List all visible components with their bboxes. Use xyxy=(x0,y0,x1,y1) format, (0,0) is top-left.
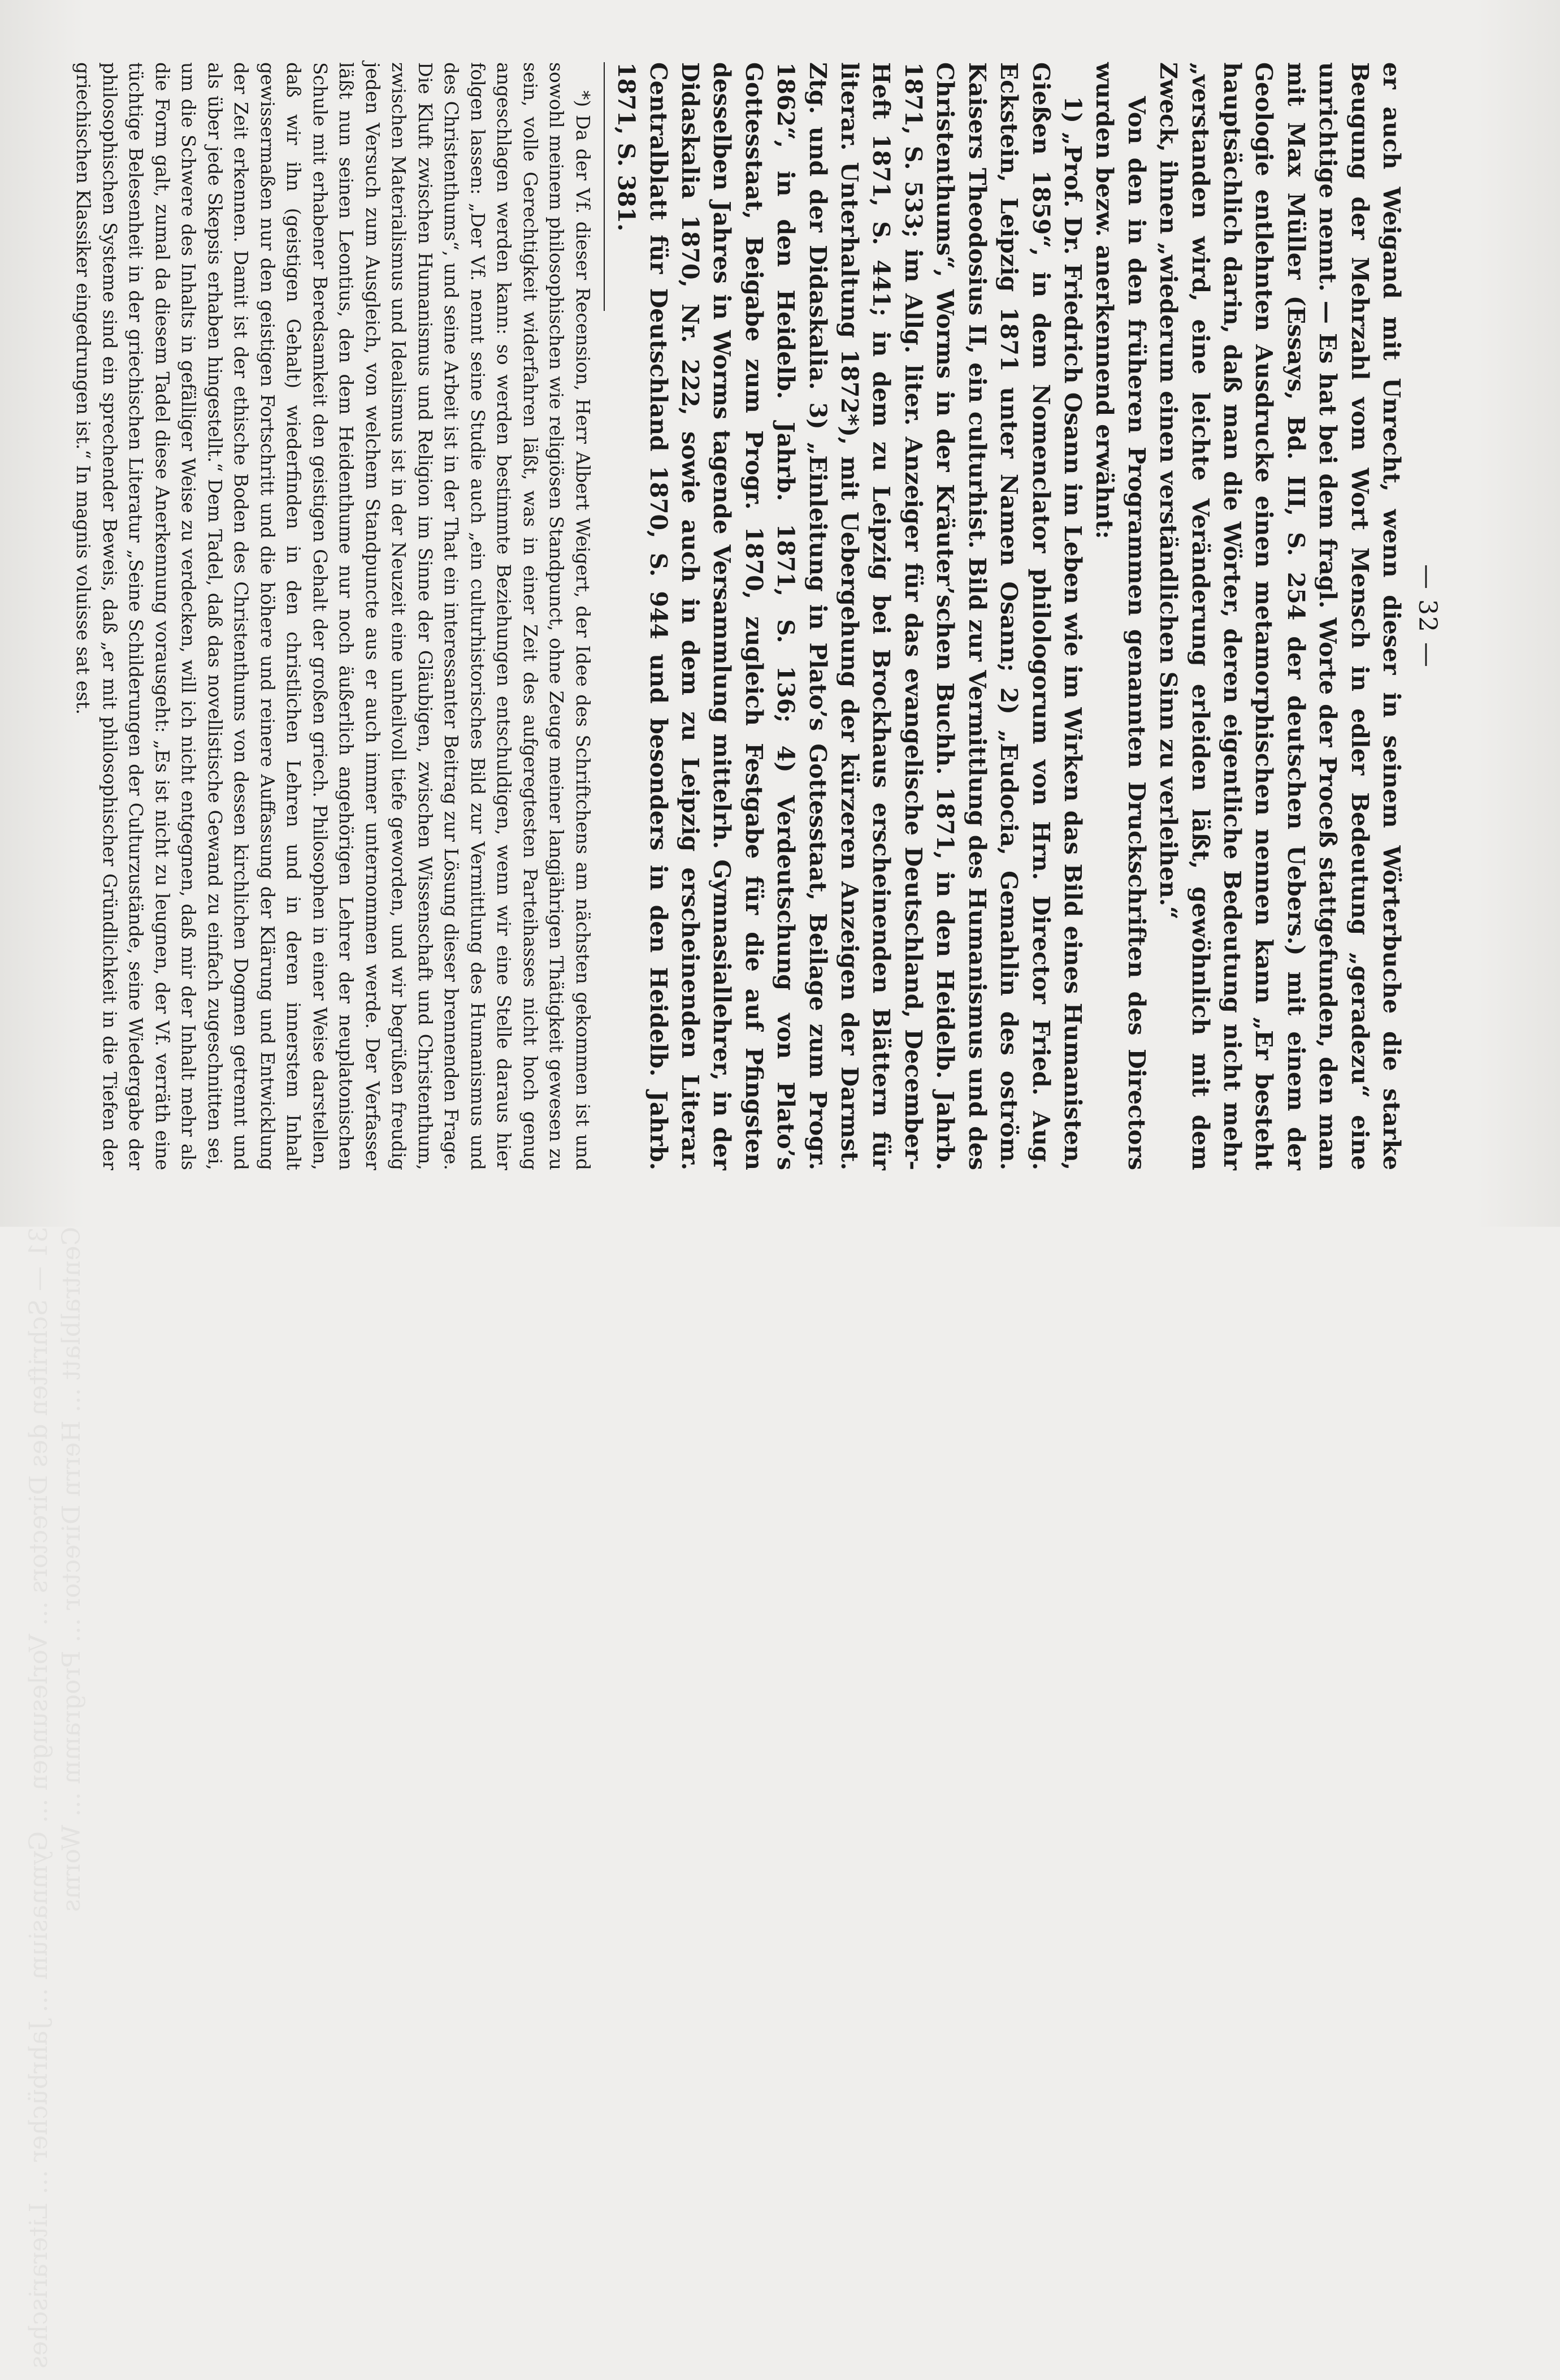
rotated-page-content xyxy=(72,62,1447,1170)
main-paragraph-1: er auch Weigand mit Unrecht, wenn dieser in seinem Wörterbuche die starke Beugung der Mehrzahl vom Wort Mensch in edler Bedeutung „geradezu“ eine unrichtige nennt. — Es hat bei dem fragl. Worte der Proceß stattgefunden, den man mit Max Müller (Essays, Bd. III, S. 254 der deutschen Uebers.) mit einem der Geologie entlehnten Ausdrucke einen metamorphischen nennen kann „Er besteht hauptsächlich darin, daß man die Wörter, deren eigentliche Bedeutung nicht mehr „verstanden wird, eine leichte Veränderung erleiden läßt, gewöhnlich mit dem Zweck, ihnen „wiederum einen verständlichen Sinn zu verleihen.“ xyxy=(1155,62,1405,1170)
bleed-through-text: 31 — Schriften des Directors … Vorlesungen … Gymnasium … Jahrbücher … Literarisches Centralblatt … Herrn Director … Programm … Worms xyxy=(24,1227,86,2369)
footnote xyxy=(70,62,596,1170)
page-number: — 32 — xyxy=(1413,564,1442,668)
footnote-text: *) Da der Vf. dieser Recension, Herr Albert Weigert, der Idee des Schriftchens am nächsten gekommen ist und sowohl meinem philosophischen wie religiösen Standpunct, ohne Zeuge meiner langjährigen Thätigkeit gewesen zu sein, volle Gerechtigkeit widerfahren läßt, was in einer Zeit des aufgeregtesten Parteihasses nicht hoch genug angeschlagen werden kann: so werden bestimmte Beziehungen entschuldigen, wenn wir eine Stelle daraus hier folgen lassen: „Der Vf. nennt seine Studie auch „ein culturhistorisches Bild zur Vermittlung des Humanismus und des Christenthums“, und seine Arbeit ist in der That ein interessanter Beitrag zur Lösung dieser brennenden Frage. Die Kluft zwischen Humanismus und Religion im Sinne der Gläubigen, zwischen Wissenschaft und Christenthum, zwischen Materialismus und Idealismus ist in der Neuzeit eine unheilvoll tiefe geworden, und wir begrüßen freudig jeden Versuch zum Ausgleich, von welchem Standpuncte aus er auch immer unternommen werde. Der Verfasser läßt nun seinen Leontius, den dem Heidenthume nur noch äußerlich angehörigen Lehrer der neuplatonischen Schule mit erhabener Beredsamkeit den geistigen Gehalt der großen griech. Philosophen in einer Weise darstellen, daß wir ihn (geistigen Gehalt) wiederfinden in den christlichen Lehren und in deren innerstem Inhalt gewissermaßen nur den geistigen Fortschritt und die höhere und reinere Auffassung der Klärung und Entwicklung der Zeit erkennen. Damit ist der ethische Boden des Christenthums von dessen kirchlichen Dogmen getrennt und als über jede Skepsis erhaben hingestellt.“ Dem Tadel, daß das novellistische Gewand zu einfach zugeschnitten sei, um die Schwere des Inhalts in gefälliger Weise zu verdecken, will ich nicht entgegnen, daß mir der Inhalt mehr als die Form galt, zumal da diesem Tadel diese Anerkennung vorausgeht: „Es ist nicht zu leugnen, der Vf. verräth eine tüchtige Belesenheit in der griechischen Literatur „Seine Schilderungen der Culturzustände, seine Wiedergabe der philosophischen Systeme sind ein sprechender Beweis, daß „er mit philosophischer Gründlichkeit in die Tiefen der griechischen Klassiker eingedrungen ist.“ In magnis voluisse sat est. xyxy=(72,62,594,1170)
main-paragraph-2: Von den in den früheren Programmen genannten Druckschriften des Directors wurden bezw. anerkennend erwähnt: xyxy=(1091,62,1150,1170)
main-paragraph-3: 1) „Prof. Dr. Friedrich Osann im Leben wie im Wirken das Bild eines Humanisten, Gießen 1859“, in dem Nomenclator philologorum von Hrn. Director Fried. Aug. Eckstein, Leipzig 1871 unter Namen Osann; 2) „Eudocia, Gemahlin des oström. Kaisers Theodosius II, ein culturhist. Bild zur Vermittlung des Humanismus und des Christenthums“, Worms in der Kräuter’schen Buchh. 1871, in den Heidelb. Jahrb. 1871, S. 533; im Allg. liter. Anzeiger für das evangelische Deutschland, December-Heft 1871, S. 441; in dem zu Leipzig bei Brockhaus erscheinenden Blättern für literar. Unterhaltung 1872*), mit Uebergehung der kürzeren Anzeigen der Darmst. Ztg. und der Didaskalia. 3) „Einleitung in Plato’s Gottesstaat, Beilage zum Progr. 1862“, in den Heidelb. Jahrb. 1871, S. 136; 4) Verdeutschung von Plato’s Gottesstaat, Beigabe zum Progr. 1870, zugleich Festgabe für die auf Pfingsten desselben Jahres in Worms tagende Versammlung mittelrh. Gymnasiallehrer, in der Didaskalia 1870, Nr. 222, sowie auch in dem zu Leipzig erscheinenden Literar. Centralblatt für Deutschland 1870, S. 944 und besonders in den Heidelb. Jahrb. 1871, S. 381. xyxy=(613,62,1086,1170)
footnote-rule xyxy=(604,62,605,311)
main-text xyxy=(610,62,1407,1170)
page-edge-right xyxy=(1475,0,1560,1227)
